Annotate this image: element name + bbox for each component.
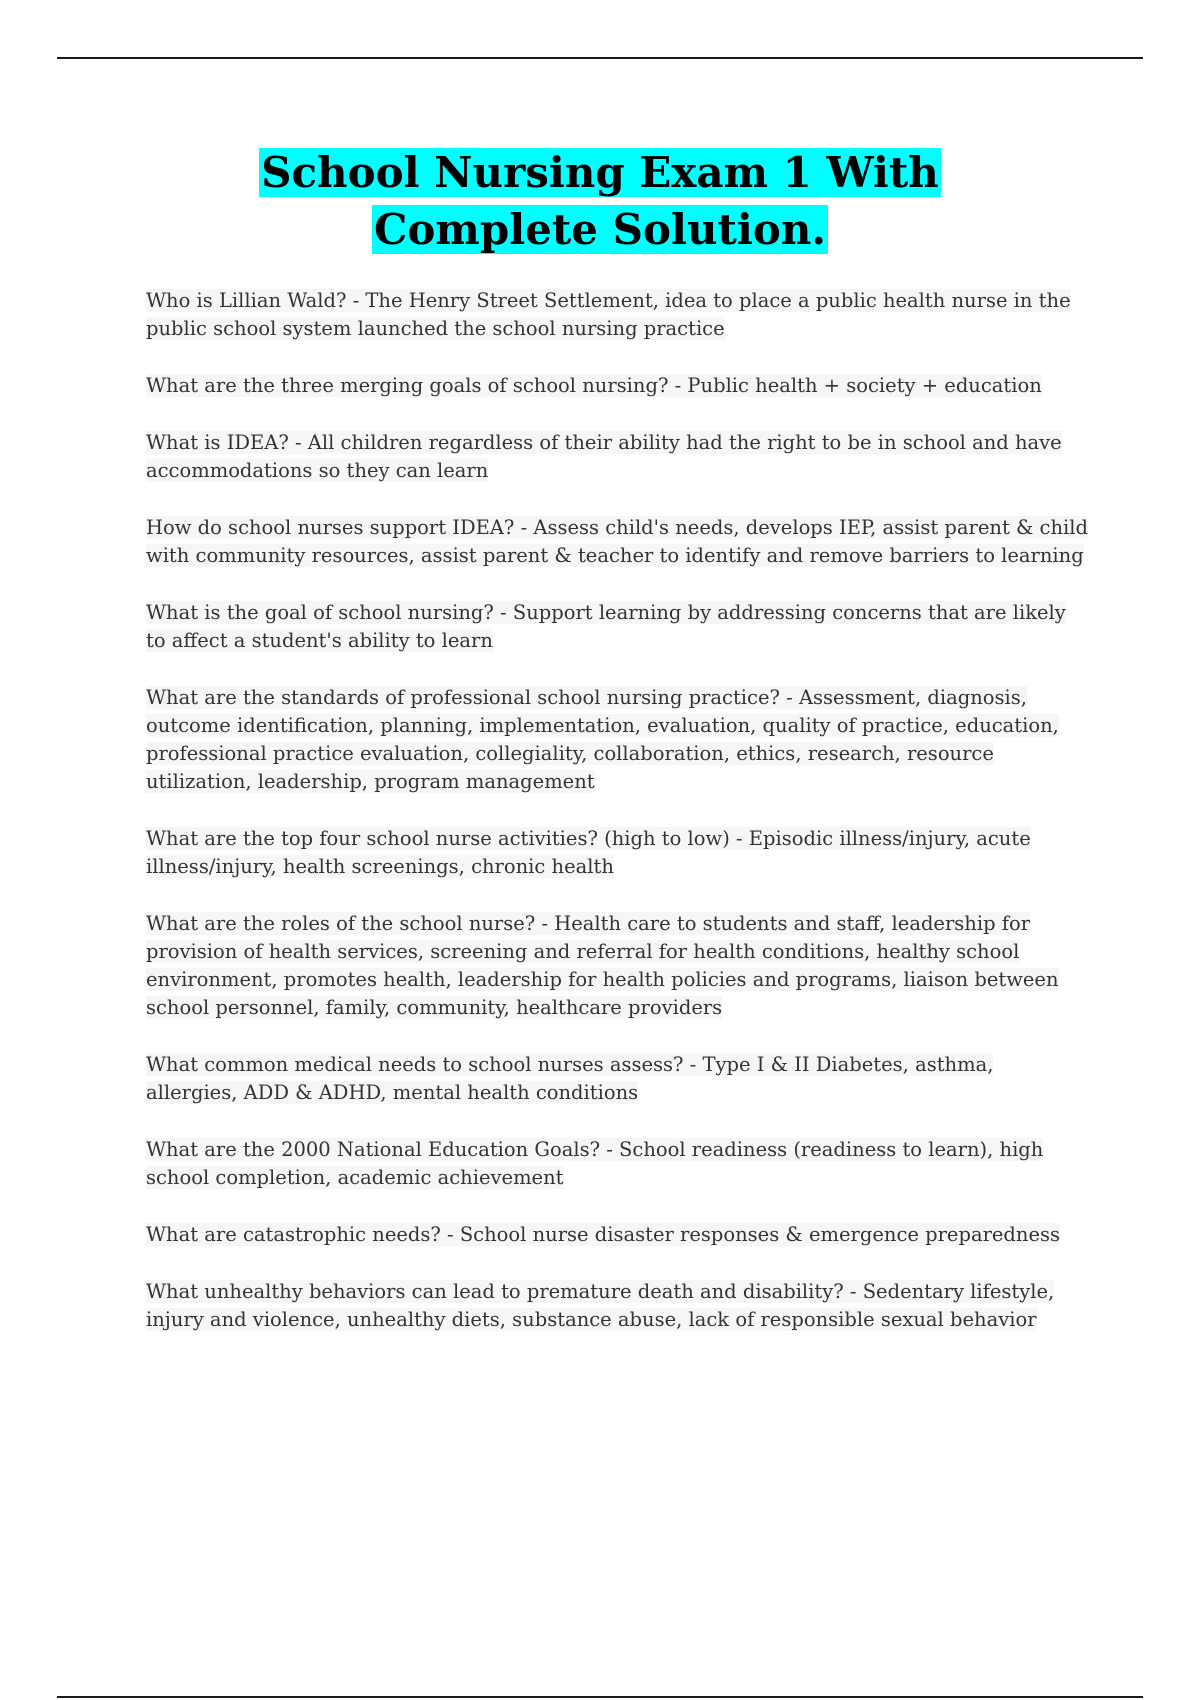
- qa-text: What common medical needs to school nurses assess? - Type I & II Diabetes, asthma, allergies, ADD & ADHD, mental health conditions: [146, 1053, 994, 1104]
- qa-text: How do school nurses support IDEA? - Assess child's needs, develops IEP, assist parent & child with community resources, assist parent & teacher to identify and remove barriers to learning: [146, 516, 1088, 567]
- qa-item: [146, 1136, 1090, 1192]
- qa-item: [146, 1221, 1090, 1249]
- qa-item: [146, 372, 1090, 400]
- qa-text: What are the top four school nurse activities? (high to low) - Episodic illness/injury, acute illness/injury, health screenings, chronic health: [146, 827, 1031, 878]
- title-block: [0, 144, 1200, 258]
- document-title: School Nursing Exam 1 With Complete Solution.: [261, 148, 939, 254]
- qa-item: [146, 287, 1090, 343]
- qa-text: What are the 2000 National Education Goals? - School readiness (readiness to learn), high school completion, academic achievement: [146, 1138, 1044, 1189]
- qa-item: [146, 684, 1090, 796]
- qa-text: What are catastrophic needs? - School nurse disaster responses & emergence preparedness: [146, 1223, 1061, 1246]
- qa-item: [146, 429, 1090, 485]
- qa-text: What are the standards of professional school nursing practice? - Assessment, diagnosis, outcome identification, planning, implementation, evaluation, quality of practice, education, professional practice evaluation, collegiality, collaboration, ethics, research, resource utilization, leadership, program management: [146, 686, 1059, 793]
- qa-text: What is IDEA? - All children regardless of their ability had the right to be in school and have accommodations so they can learn: [146, 431, 1062, 482]
- qa-list: [146, 287, 1090, 1363]
- qa-text: What is the goal of school nursing? - Support learning by addressing concerns that are likely to affect a student's ability to learn: [146, 601, 1066, 652]
- qa-item: [146, 1278, 1090, 1334]
- qa-text: What are the three merging goals of school nursing? - Public health + society + education: [146, 374, 1042, 397]
- qa-text: What unhealthy behaviors can lead to premature death and disability? - Sedentary lifestyle, injury and violence, unhealthy diets, substance abuse, lack of responsible sexual behavior: [146, 1280, 1055, 1331]
- qa-text: What are the roles of the school nurse? - Health care to students and staff, leadership for provision of health services, screening and referral for health conditions, healthy school environment, promotes health, leadership for health policies and programs, liaison between school personnel, family, community, healthcare providers: [146, 912, 1059, 1019]
- qa-text: Who is Lillian Wald? - The Henry Street Settlement, idea to place a public health nurse in the public school system launched the school nursing practice: [146, 289, 1071, 340]
- qa-item: [146, 825, 1090, 881]
- top-rule: [57, 57, 1143, 59]
- bottom-rule: [57, 1696, 1143, 1698]
- qa-item: [146, 1051, 1090, 1107]
- qa-item: [146, 514, 1090, 570]
- qa-item: [146, 599, 1090, 655]
- qa-item: [146, 910, 1090, 1022]
